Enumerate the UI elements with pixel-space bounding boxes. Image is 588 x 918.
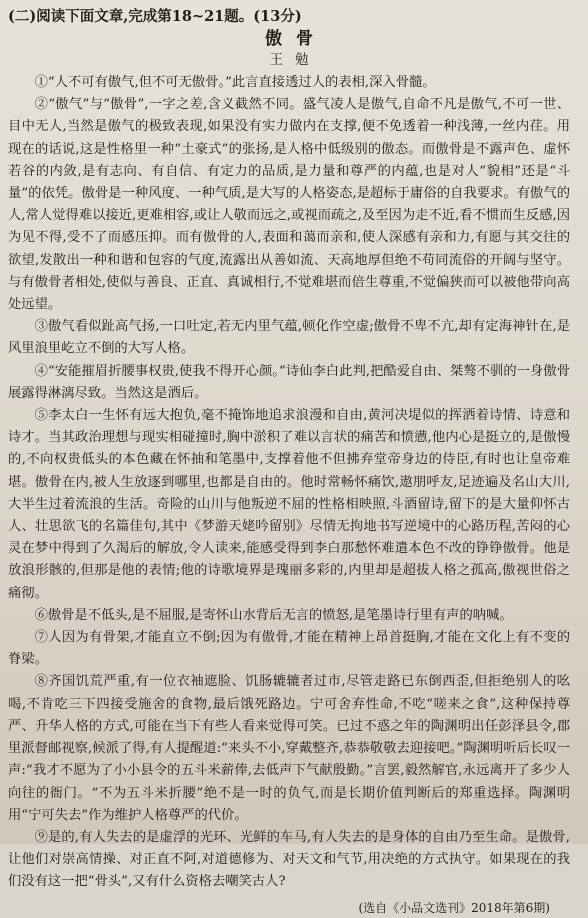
paragraph-2: ②“傲气”与“傲骨”,一字之差,含义截然不同。盛气凌人是傲气,自命不凡是傲气,不可一世、目中无人,当然是傲气的极致表现,如果没有实力做内在支撑,便不免透着一种浅薄,一丝内荏。用现在的话说,这是性格里一种“土豪式”的张扬,是人格中低级别的傲态。而傲骨是不露声色、虚怀若谷的内敛,是有志向、有自信、有定力的品质,是力量和尊严的内蕴,也是对人“貌相”还是“斗量”的依凭。傲骨是一种风度、一种气质,是大写的人格姿态,是超标于庸俗的自我要求。有傲气的人,常人觉得难以接近,更难相容,或让人敬而远之,或视而疏之,及至因为走不近,看不惯而生反感,因为见不得,受不了而感压抑。而有傲骨的人,表面和蔼而亲和,使人深感有亲和力,有愿与其交往的欲望,发散出一种和谐和包容的气度,流露出从善如流、天高地厚但绝不苟同流俗的开阔与坚守。与有傲骨者相处,使似与善良、正直、真诚相行,不觉难堪而倍生尊重,不觉偏狭而可以被他带向高处远望。 — [8, 97, 570, 313]
paragraph-9: ⑨是的,有人失去的是虚浮的光环、光鲜的车马,有人失去的是身体的自由乃至生命。是傲骨,让他们对崇高情操、对正直不阿,对道德修为、对天文和气节,用决绝的方式执守。如果现在的我们没有这一把“骨头”,又有什么资格去嘲笑古人? — [8, 829, 570, 890]
source-citation: (选自《小品文选刊》2018年第6期) — [358, 900, 550, 915]
paragraph-3: ③傲气看似趾高气扬,一口吐定,若无内里气蕴,顿化作空虚;傲骨不卑不亢,却有定海神针在,是风里浪里屹立不倒的大写人格。 — [8, 319, 570, 357]
section-heading: (二)阅读下面文章,完成第18~21题。(13分) — [8, 8, 302, 25]
paragraph-8: ⑧齐国饥荒严重,有一位衣袖遮脸、饥肠辘辘者过市,尽管走路已东倒西歪,但拒绝别人的吆喝,不肯吃三下四接受施舍的食物,最后饿死路边。宁可舍弃性命,不吃“嗟来之食”,这种保持尊严、升华人格的方式,可能在当下有些人看来觉得可笑。已过不惑之年的陶渊明出任彭泽县令,郡里派督邮视察,候派了得,有人提醒道:“来头不小,穿戴整齐,恭恭敬敬去迎接吧。”陶渊明听后长叹一声:“我才不愿为了小小县令的五斗米薪俸,去低声下气献殷勤。”言罢,毅然解官,永远离开了多少人向往的衙门。“不为五斗米折腰”绝不是一时的负气,而是长期价值判断后的郑重选择。陶渊明用“宁可失去”作为维护人格尊严的代价。 — [8, 674, 570, 823]
paragraph-4: ④“安能摧眉折腰事权贵,使我不得开心颜。”诗仙李白此判,把酷爱自由、桀骜不驯的一身傲骨展露得淋漓尽致。当然这是酒后。 — [8, 363, 570, 401]
paragraph-7: ⑦人因为有骨架,才能直立不倒;因为有傲骨,才能在精神上昂首挺胸,才能在文化上有不变的脊梁。 — [8, 630, 570, 668]
paragraph-6: ⑥傲骨是不低头,是不屈服,是寄怀山水背后无言的愤怒,是笔墨诗行里有声的呐喊。 — [34, 607, 513, 623]
article-author: 王勉 — [269, 52, 321, 68]
article-title: 傲骨 — [265, 29, 327, 49]
paragraph-1: ①“人不可有傲气,但不可无傲骨。”此言直接透过人的表相,深入骨髓。 — [34, 75, 436, 90]
paragraph-5: ⑤李太白一生怀有远大抱负,毫不掩饰地追求浪漫和自由,黄河决堤似的挥洒着诗情、诗意和诗才。当其政治理想与现实相碰撞时,胸中淤积了难以言状的痛苦和愤懑,他内心是挺立的,是傲慢的,不向权贵低头的本色藏在怀抽和笔墨中,支撑着他不但拂弃堂帝身边的侍臣,有时也让皇帝难堪。傲骨在内,被人生放逐到哪里,也都是自由的。他时常畅怀痛饮,遨朋呼友,足迹遍及名山大川,大半生过着流浪的生活。奇险的山川与他叛逆不屈的性格相映照,斗酒留诗,留下的是大量仰怀古人、壮思欲飞的名篇佳句,其中《梦游天姥吟留别》尽情无拘地书写逆境中的心路历程,苦闷的心灵在梦中得到了久渴后的解放,令人读来,能感受得到李白那愁怀难遣本色不改的铮铮傲骨。他是放浪形骸的,但那是他的表情;他的诗歌境界是瑰丽多彩的,内里却是超拔人格之孤高,傲视世俗之痛彻。 — [8, 408, 570, 601]
article-body — [8, 72, 570, 894]
